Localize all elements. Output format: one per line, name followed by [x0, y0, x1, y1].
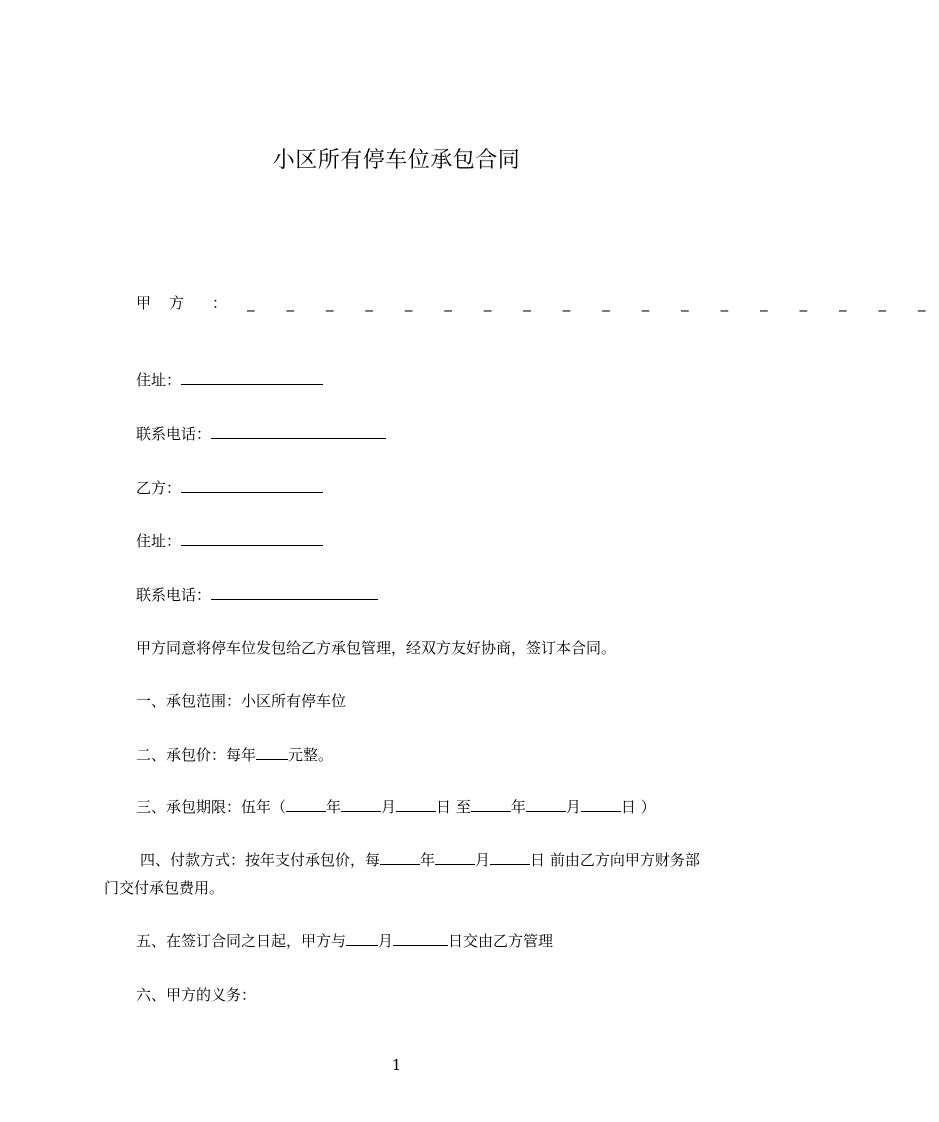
handover-month-blank: [346, 931, 378, 946]
address-b-label: 住址：: [136, 532, 182, 550]
pay-year-blank: [380, 850, 420, 865]
phone-b-blank: [211, 585, 378, 600]
start-month-unit: 月: [381, 798, 397, 816]
start-month-blank: [341, 797, 381, 812]
start-day-blank: [396, 797, 436, 812]
party-b-label: 乙方：: [136, 479, 182, 497]
clause-2: [136, 745, 333, 765]
clause-3-suffix: ）: [640, 798, 656, 816]
start-year-unit: 年: [326, 798, 342, 816]
pay-day-blank: [490, 850, 530, 865]
pay-year-unit: 年: [420, 851, 436, 869]
address-a-blank: [181, 370, 323, 385]
end-month-blank: [526, 797, 566, 812]
clause-5-prefix: 五、在签订合同之日起，甲方与: [136, 932, 347, 950]
clause-3-prefix: 三、承包期限：伍年（: [136, 798, 287, 816]
address-b-line: [136, 531, 323, 551]
end-year-unit: 年: [510, 798, 526, 816]
pay-day-unit: 日: [530, 851, 546, 869]
intro-paragraph: 甲方同意将停车位发包给乙方承包管理，经双方友好协商，签订本合同。: [136, 639, 617, 657]
end-day-unit: 日: [620, 798, 636, 816]
clause-1: 一、承包范围：小区所有停车位: [136, 692, 347, 710]
clause-6: 六、甲方的义务：: [136, 986, 257, 1004]
page-number: 1: [391, 1056, 402, 1074]
price-blank: [256, 745, 288, 760]
clause-2-suffix: 元整。: [288, 746, 334, 764]
start-day-unit: 日: [436, 798, 452, 816]
pay-month-unit: 月: [475, 851, 491, 869]
clause-4-suffix: 前由乙方向甲方财务部门交付承包费用。: [104, 851, 700, 897]
end-year-blank: [471, 797, 511, 812]
address-a-label: 住址：: [136, 371, 182, 389]
start-year-blank: [286, 797, 326, 812]
clause-4: [104, 846, 704, 902]
clause-3: [136, 797, 656, 817]
pay-month-blank: [435, 850, 475, 865]
phone-a-label: 联系电话：: [136, 425, 212, 443]
party-a-colon: ：: [212, 294, 228, 312]
clause-5: [136, 931, 553, 951]
party-a-line: [136, 292, 939, 313]
clause-2-prefix: 二、承包价：每年: [136, 746, 257, 764]
address-b-blank: [181, 531, 323, 546]
party-b-line: [136, 478, 323, 498]
to-word: 至: [455, 798, 471, 816]
phone-b-label: 联系电话：: [136, 586, 212, 604]
end-month-unit: 月: [565, 798, 581, 816]
address-a-line: [136, 370, 323, 390]
phone-a-blank: [211, 424, 386, 439]
handover-month-unit: 月: [378, 932, 394, 950]
document-title: 小区所有停车位承包合同: [272, 148, 521, 173]
phone-a-line: [136, 424, 386, 444]
party-b-blank: [181, 478, 323, 493]
end-day-blank: [581, 797, 621, 812]
party-a-label: 甲方: [136, 294, 203, 312]
clause-4-prefix: 四、付款方式：按年支付承包价，每: [140, 851, 381, 869]
party-a-blank: _ _ _ _ _ _ _ _ _ _ _ _ _ _ _ _ _ _: [247, 294, 939, 312]
clause-5-suffix: 日交由乙方管理: [448, 932, 554, 950]
phone-b-line: [136, 585, 378, 605]
handover-day-blank: [393, 931, 448, 946]
